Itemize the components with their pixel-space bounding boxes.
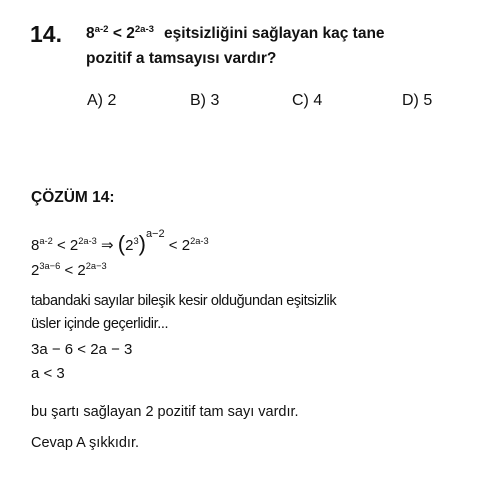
option-c: C) 4 — [292, 92, 323, 109]
solution-step2 — [31, 262, 107, 279]
question-number: 14. — [30, 21, 62, 47]
step1-inner-base: 2 — [125, 237, 134, 254]
question-text-line2: pozitif a tamsayısı vardır? — [86, 50, 277, 67]
step1-exponent-right-2: 2a-3 — [190, 236, 209, 247]
option-d: D) 5 — [402, 92, 433, 109]
question-exponent-right: 2a-3 — [134, 24, 155, 36]
explanation-line1: tabandaki sayılar bileşik kesir olduğundan eşitsizlik — [31, 293, 337, 309]
solution-step3: 3a − 6 < 2a − 3 — [31, 341, 133, 358]
step1-base-left: 8 — [31, 237, 40, 254]
step1-exponent-right: 2a-3 — [78, 236, 97, 247]
step2-base-left: 2 — [31, 262, 40, 279]
step1-inner-exponent: 3 — [133, 236, 139, 247]
step2-exponent-right: 2a−3 — [85, 261, 107, 272]
solution-step1 — [31, 230, 209, 256]
question-exponent-left: a-2 — [94, 24, 109, 36]
step1-base-right: 2 — [69, 237, 79, 254]
option-a: A) 2 — [87, 92, 117, 109]
step1-less-than: < — [56, 237, 66, 254]
step1-less-than-2: < — [168, 237, 178, 254]
paren-open: ( — [117, 231, 126, 256]
question-statement-line1 — [86, 25, 385, 43]
implies-arrow: ⇒ — [101, 237, 114, 254]
explanation-line2: üsler içinde geçerlidir... — [31, 316, 169, 332]
step2-exponent-left: 3a−6 — [39, 261, 61, 272]
step2-less-than: < — [64, 262, 74, 279]
question-text-line1: eşitsizliğini sağlayan kaç tane — [164, 25, 385, 42]
conclusion-text: bu şartı sağlayan 2 pozitif tam sayı vardır. — [31, 404, 299, 420]
solution-heading: ÇÖZÜM 14: — [31, 189, 115, 206]
question-base-left: 8 — [86, 25, 95, 42]
question-base-right: 2 — [126, 25, 135, 42]
option-b: B) 3 — [190, 92, 220, 109]
solution-step4: a < 3 — [31, 365, 65, 382]
step1-outer-exponent: a−2 — [145, 228, 165, 240]
step1-exponent-left: a-2 — [39, 236, 53, 247]
paren-close: ) — [138, 231, 146, 256]
question-less-than: < — [112, 25, 122, 42]
answer-text: Cevap A şıkkıdır. — [31, 435, 139, 451]
step1-base-right-2: 2 — [181, 237, 191, 254]
step2-base-right: 2 — [77, 262, 86, 279]
